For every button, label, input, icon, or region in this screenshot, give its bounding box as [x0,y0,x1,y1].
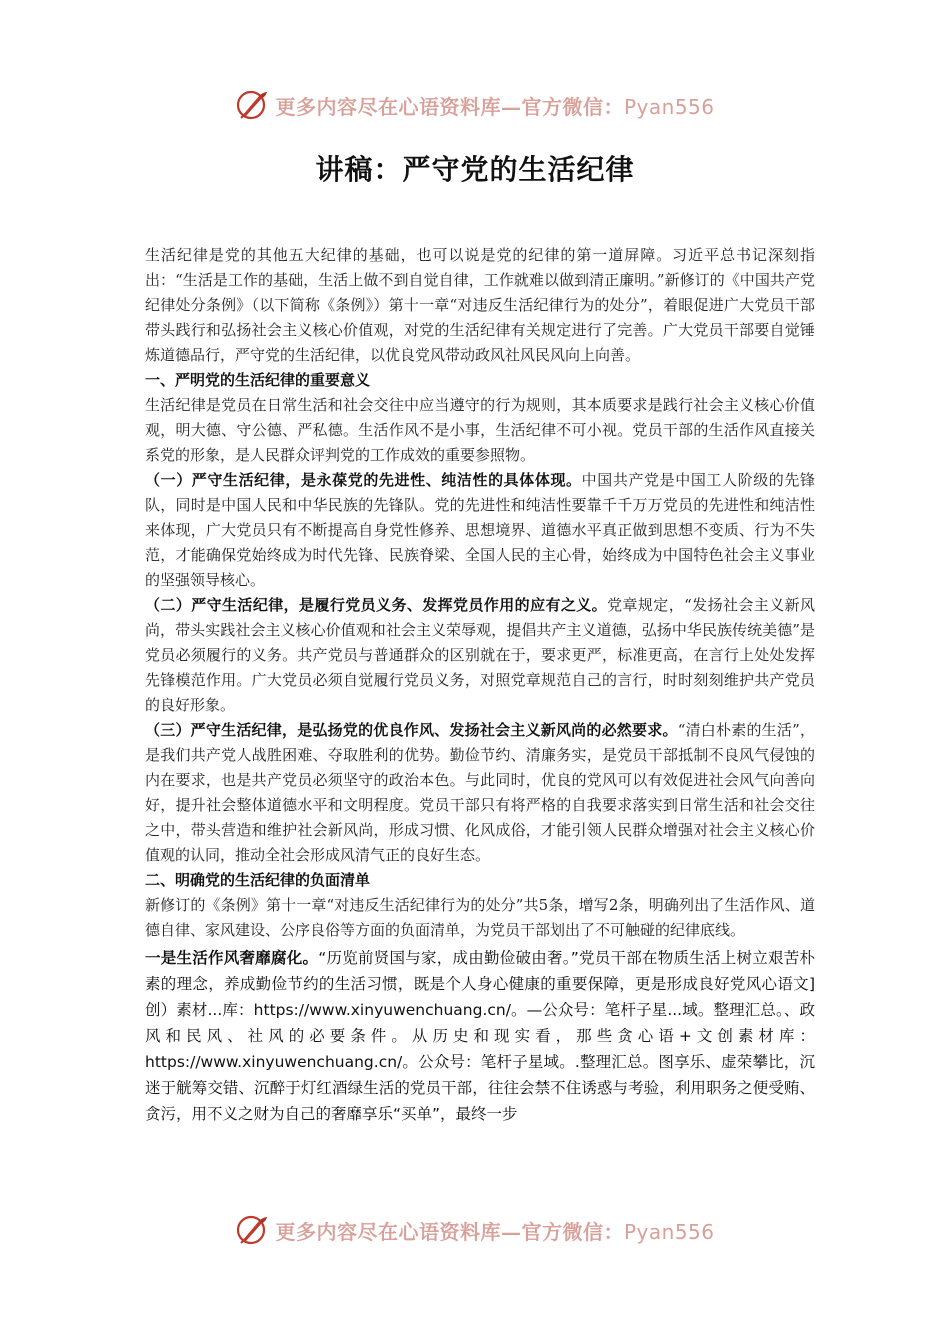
point-3-lead: （三）严守生活纪律，是弘扬党的优良作风、发扬社会主义新风尚的必然要求。 [145,721,678,739]
point-2-paragraph [145,593,815,718]
watermark-text: 更多内容尽在心语资料库—官方微信：Pyan556 [275,1219,715,1244]
section-2-point-1-paragraph [145,945,815,1127]
point-1-text: 中国共产党是中国工人阶级的先锋队，同时是中国人民和中华民族的先锋队。党的先进性和纯洁性要靠千千万万党员的先进性和纯洁性来体现，广大党员只有不断提高自身党性修养、思想境界、道德水平真正做到思想不变质、行为不失范，才能确保党始终成为时代先锋、民族脊梁、全国人民的主心骨，始终成为中国特色社会主义事业的坚强领导核心。 [145,471,815,589]
watermark-banner-bottom [0,1207,950,1253]
quill-pen-icon [235,1213,269,1247]
section-1-heading: 一、严明党的生活纪律的重要意义 [145,371,371,389]
document-title: 讲稿：严守党的生活纪律 [315,153,635,186]
quill-pen-icon [235,88,269,122]
point-3-paragraph [145,718,815,868]
section-2-point-1-text: “历览前贤国与家，成由勤俭破由奢。”党员干部在物质生活上树立艰苦朴素的理念，养成勤俭节约的生活习惯，既是个人身心健康的重要保障，更是形成良好党风心语文]创）素材...库：https://www.xinyuwenchuang.cn/。—公众号：笔杆子星...域。整理汇总。、政风和民风、社风的必要条件。从历史和现实看，那些贪心语+文创素材库：https://www.xinyuwenchuang.cn/。公众号：笔杆子星域。.整理汇总。图享乐、虚荣攀比，沉迷于觥筹交错、沉醉于灯红酒绿生活的党员干部，往往会禁不住诱惑与考验，利用职务之便受贿、贪污，用不义之财为自己的奢靡享乐“买单”，最终一步 [145,949,815,1123]
point-2-text: 党章规定，“发扬社会主义新风尚，带头实践社会主义核心价值观和社会主义荣辱观，提倡共产主义道德，弘扬中华民族传统美德”是党员必须履行的义务。共产党员与普通群众的区别就在于，要求更严，标准更高，在言行上处处发挥先锋模范作用。广大党员必须自觉履行党员义务，对照党章规范自己的言行，时时刻刻维护共产党员的良好形象。 [145,596,815,714]
point-3-text: “清白朴素的生活”，是我们共产党人战胜困难、夺取胜利的优势。勤俭节约、清廉务实，是党员干部抵制不良风气侵蚀的内在要求，也是共产党员必须坚守的政治本色。与此同时，优良的党风可以有效促进社会风气向善向好，提升社会整体道德水平和文明程度。党员干部只有将严格的自我要求落实到日常生活和社会交往之中，带头营造和维护社会新风尚，形成习惯、化风成俗，才能引领人民群众增强对社会主义核心价值观的认同，推动全社会形成风清气正的良好生态。 [145,721,815,864]
point-1-lead: （一）严守生活纪律，是永葆党的先进性、纯洁性的具体体现。 [145,471,582,489]
watermark-banner-top [0,82,950,128]
section-2-heading: 二、明确党的生活纪律的负面清单 [145,871,371,889]
document-body [145,243,815,1127]
section-1-paragraph: 生活纪律是党员在日常生活和社会交往中应当遵守的行为规则，其本质要求是践行社会主义核心价值观，明大德、守公德、严私德。生活作风不是小事，生活纪律不可小视。党员干部的生活作风直接关系党的形象，是人民群众评判党的工作成效的重要参照物。 [145,396,815,464]
section-2-paragraph: 新修订的《条例》第十一章“对违反生活纪律行为的处分”共5条，增写2条，明确列出了生活作风、道德自律、家风建设、公序良俗等方面的负面清单，为党员干部划出了不可触碰的纪律底线。 [145,896,815,939]
intro-paragraph: 生活纪律是党的其他五大纪律的基础，也可以说是党的纪律的第一道屏障。习近平总书记深刻指出：“生活是工作的基础，生活上做不到自觉自律，工作就难以做到清正廉明。”新修订的《中国共产党纪律处分条例》（以下简称《条例》）第十一章“对违反生活纪律行为的处分”，着眼促进广大党员干部带头践行和弘扬社会主义核心价值观，对党的生活纪律有关规定进行了完善。广大党员干部要自觉锤炼道德品行，严守党的生活纪律，以优良党风带动政风社风民风向上向善。 [145,246,815,364]
point-2-lead: （二）严守生活纪律，是履行党员义务、发挥党员作用的应有之义。 [145,596,608,614]
section-2-point-1-lead: 一是生活作风奢靡腐化。 [145,949,319,967]
watermark-text: 更多内容尽在心语资料库—官方微信：Pyan556 [275,94,715,119]
point-1-paragraph [145,468,815,593]
